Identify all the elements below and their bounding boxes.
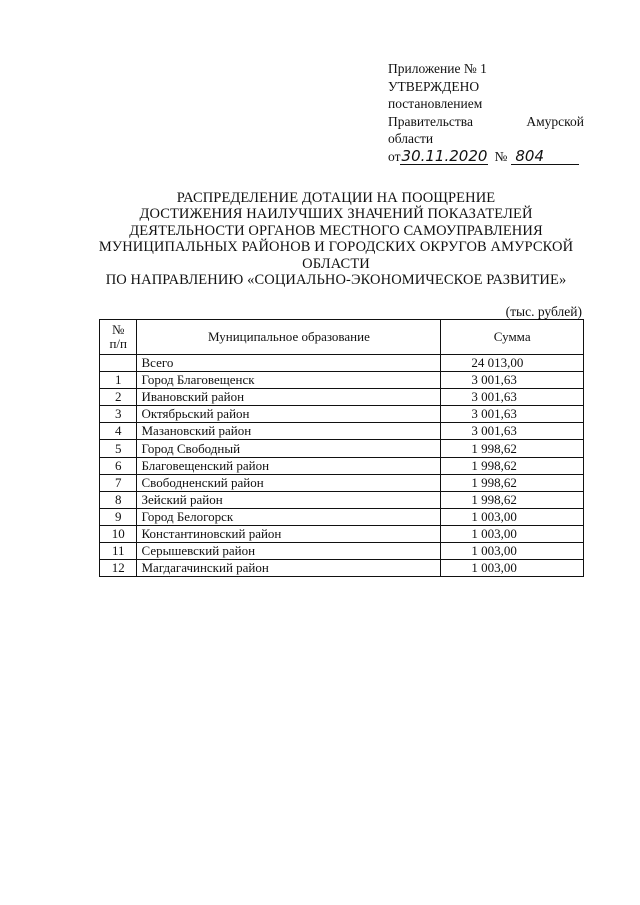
row-sum: 1 998,62 — [441, 457, 584, 474]
table-row — [100, 508, 584, 525]
table-row — [100, 474, 584, 491]
title-line: МУНИЦИПАЛЬНЫХ РАЙОНОВ И ГОРОДСКИХ ОКРУГОВ АМУРСКОЙ — [98, 239, 574, 256]
distribution-table — [99, 319, 584, 577]
government-line — [388, 113, 584, 131]
row-name: Октябрьский район — [137, 406, 441, 423]
row-num: 2 — [100, 389, 137, 406]
region-label: Амурской — [526, 113, 584, 129]
row-sum: 3 001,63 — [441, 406, 584, 423]
row-name: Зейский район — [137, 491, 441, 508]
table-row — [100, 423, 584, 440]
row-name: Ивановский район — [137, 389, 441, 406]
row-sum: 1 003,00 — [441, 508, 584, 525]
row-name: Благовещенский район — [137, 457, 441, 474]
handwritten-number: 804 — [511, 148, 579, 165]
row-num: 9 — [100, 508, 137, 525]
appendix-label: Приложение № 1 — [388, 61, 487, 76]
total-sum: 24 013,00 — [441, 355, 584, 372]
title-line: ПО НАПРАВЛЕНИЮ «СОЦИАЛЬНО-ЭКОНОМИЧЕСКОЕ РАЗВИТИЕ» — [105, 272, 567, 289]
table-row — [100, 525, 584, 542]
total-name: Всего — [137, 355, 441, 372]
row-num: 11 — [100, 543, 137, 560]
table-row — [100, 406, 584, 423]
row-num: 10 — [100, 525, 137, 542]
government-label: Правительства — [388, 113, 473, 129]
approval-block — [388, 60, 584, 165]
row-num: 5 — [100, 440, 137, 457]
oblast-label: области — [388, 131, 434, 146]
header-num-abbr: п/п — [109, 336, 127, 351]
row-sum: 1 003,00 — [441, 525, 584, 542]
document-title — [90, 190, 582, 288]
units-label: (тыс. рублей) — [505, 304, 582, 319]
table-row — [100, 560, 584, 577]
row-num: 8 — [100, 491, 137, 508]
row-sum: 1 998,62 — [441, 491, 584, 508]
row-num: 6 — [100, 457, 137, 474]
total-row — [100, 355, 584, 372]
title-line: РАСПРЕДЕЛЕНИЕ ДОТАЦИИ НА ПООЩРЕНИЕ — [176, 190, 496, 206]
table-row — [100, 457, 584, 474]
row-name: Магдагачинский район — [137, 560, 441, 577]
header-sum: Сумма — [441, 320, 584, 355]
handwritten-date: 30.11.2020 — [401, 147, 488, 165]
table-row — [100, 440, 584, 457]
row-sum: 1 003,00 — [441, 560, 584, 577]
table-row — [100, 389, 584, 406]
title-line: ОБЛАСТИ — [302, 255, 370, 272]
row-num: 1 — [100, 372, 137, 389]
header-num — [100, 320, 137, 355]
total-num — [100, 355, 137, 372]
row-num: 3 — [100, 406, 137, 423]
decree-label: постановлением — [388, 96, 483, 111]
row-num: 4 — [100, 423, 137, 440]
title-line: ДЕЯТЕЛЬНОСТИ ОРГАНОВ МЕСТНОГО САМОУПРАВЛЕНИЯ — [129, 222, 543, 239]
row-sum: 3 001,63 — [441, 423, 584, 440]
table-row — [100, 491, 584, 508]
row-sum: 1 998,62 — [441, 474, 584, 491]
row-sum: 1 003,00 — [441, 543, 584, 560]
row-sum: 3 001,63 — [441, 389, 584, 406]
row-sum: 1 998,62 — [441, 440, 584, 457]
row-num: 7 — [100, 474, 137, 491]
header-num-symbol: № — [112, 322, 125, 337]
table-row — [100, 543, 584, 560]
title-line: ДОСТИЖЕНИЯ НАИЛУЧШИХ ЗНАЧЕНИЙ ПОКАЗАТЕЛЕЙ — [139, 206, 533, 223]
row-num: 12 — [100, 560, 137, 577]
row-name: Константиновский район — [137, 525, 441, 542]
row-name: Город Благовещенск — [137, 372, 441, 389]
row-name: Город Свободный — [137, 440, 441, 457]
row-name: Мазановский район — [137, 423, 441, 440]
row-name: Свободненский район — [137, 474, 441, 491]
table-header-row — [100, 320, 584, 355]
from-label: от — [388, 148, 401, 164]
table-row — [100, 372, 584, 389]
number-label: № — [494, 148, 508, 164]
header-name: Муниципальное образование — [137, 320, 441, 355]
row-name: Серышевский район — [137, 543, 441, 560]
approved-label: УТВЕРЖДЕНО — [388, 78, 480, 94]
row-name: Город Белогорск — [137, 508, 441, 525]
row-sum: 3 001,63 — [441, 372, 584, 389]
date-number-line — [388, 148, 584, 166]
